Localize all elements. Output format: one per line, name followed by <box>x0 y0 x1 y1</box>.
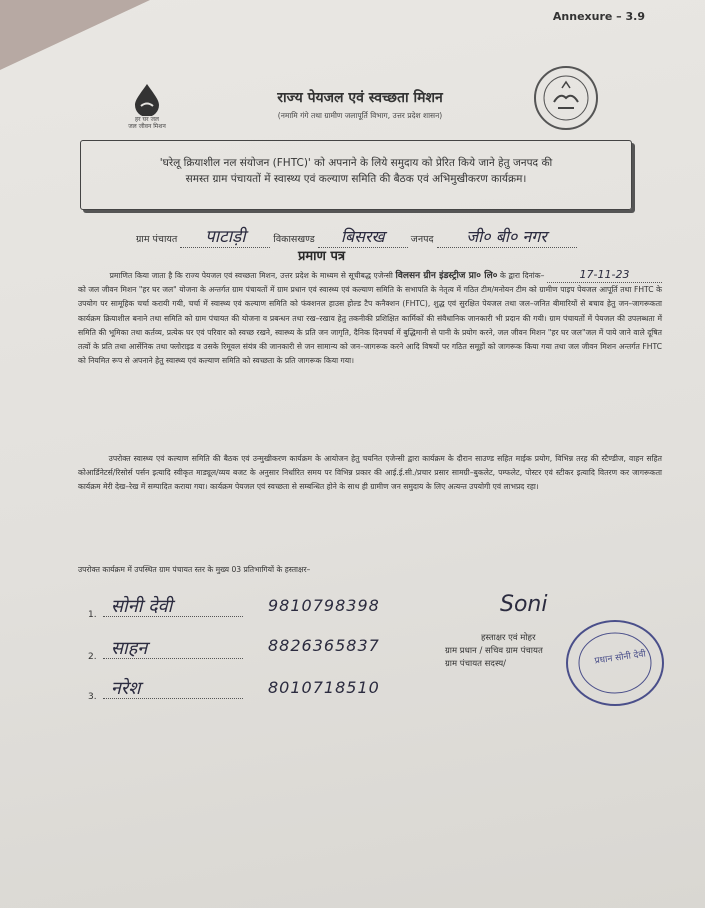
signatory-line-1: हस्ताक्षर एवं मोहर <box>481 633 536 643</box>
org-subtitle: (नमामि गंगे तथा ग्रामीण जलापूर्ति विभाग, उत्तर प्रदेश शासन) <box>277 111 443 120</box>
stamp-text: प्रधान सोनी देवी <box>593 649 647 667</box>
logo-caption-1: हर घर जल <box>135 116 159 123</box>
jal-jeevan-logo <box>118 82 176 130</box>
org-title: राज्य पेयजल एवं स्वच्छता मिशन <box>277 90 443 106</box>
agency-name: विलसन ग्रीन इंडस्ट्रीज प्रा० लि० <box>395 271 498 281</box>
district-value: जी० बी० नगर <box>437 225 577 248</box>
paragraph-1 <box>78 268 662 368</box>
participant-signature: सोनी देवी <box>110 596 173 617</box>
participant-signature: नरेश <box>110 678 141 699</box>
folded-corner <box>0 0 150 70</box>
participant-phone-2: 8826365837 <box>268 636 380 655</box>
location-row <box>136 224 577 248</box>
gram-panchayat-label: ग्राम पंचायत <box>136 234 178 245</box>
participant-phone-3: 8010718510 <box>268 678 380 697</box>
banner-line-1: 'घरेलू क्रियाशील नल संयोजन (FHTC)' को अपनाने के लिये समुदाय को प्रेरित किये जाने हेतु जनपद की <box>159 157 553 169</box>
org-title-block <box>225 88 495 121</box>
participant-phone-1: 9810798398 <box>268 596 380 615</box>
participant-row-3 <box>88 678 243 702</box>
para2-body: उपरोक्त स्वास्थ्य एवं कल्याण समिति की बैठक एवं उन्मुखीकरण कार्यक्रम के आयोजन हेतु चयनित एजेन्सी द्वारा कार्यक्रम के दौरान साउण्ड सहित माईक प्रयोग, विभिन्न तरह की स्टैण्डीज, वाहन सहित कोआर्डिनेटर्स/रिसोर्स पर्सन इत्यादि स्वीकृत माड्यूल/व्यय बजट के अनुसार निर्धारित समय पर विभिन्न प्रकार की आई.ई.सी./प्रचार प्रसार सामग्री–बुकलेट, पम्फलेट, पोस्टर एवं स्टीकर इत्यादि वितरण कर जागरूकता कार्यक्रम मेरी देख–रेख में सम्पादित कराया गया। कार्यक्रम पेयजल एवं स्वच्छता से सम्बन्धित होने के साथ ही ग्रामीण जन समुदाय के लिए अत्यन्त उपयोगी एवं लाभप्रद रहा। <box>78 454 663 492</box>
water-drop-icon <box>132 82 162 116</box>
para1-lead: प्रमाणित किया जाता है कि राज्य पेयजल एवं स्वच्छता मिशन, उत्तर प्रदेश के माध्यम से सूचीबद्ध एजेन्सी <box>109 271 393 280</box>
participants-intro: उपरोक्त कार्यक्रम में उपस्थित ग्राम पंचायत स्तर के मुख्य 03 प्रतिभागियों के हस्ताक्षर– <box>78 565 311 574</box>
seal-icon <box>532 64 600 132</box>
participant-signature: साहन <box>110 638 148 659</box>
annexure-label: Annexure – 3.9 <box>552 10 645 23</box>
gram-panchayat-value: पाटाड़ी <box>180 224 270 248</box>
participant-number: 2. <box>88 652 97 662</box>
signatory-line-2: ग्राम प्रधान / सचिव ग्राम पंचायत <box>445 646 543 656</box>
pradhan-signature: Soni <box>500 592 548 617</box>
up-government-emblem <box>532 64 600 136</box>
program-date: 17-11-23 <box>547 268 662 283</box>
participant-number: 1. <box>88 610 97 620</box>
participant-row-1 <box>88 596 243 620</box>
district-label: जनपद <box>410 234 434 245</box>
paragraph-2 <box>78 452 662 495</box>
participant-row-2 <box>88 638 243 662</box>
block-label: विकासखण्ड <box>273 234 315 245</box>
block-value: बिसरख <box>318 225 408 248</box>
certificate-heading: प्रमाण पत्र <box>298 249 346 264</box>
para1-body: को जल जीवन मिशन "हर घर जल" योजना के अन्तर्गत ग्राम पंचायतों में ग्राम प्रधान एवं स्वास्थ्य एवं कल्याण समिति के सभापति के नेतृत्व में गठित टीम/मनोयन टीम को ग्रामीण पाइप पेयजल आपूर्ति तथा FHTC के उपयोग पर सामूहिक चर्चा करायी गयी, चर्चा में स्वास्थ्य एवं कल्याण समिति को फंक्शनल हाउस होल्ड टैप कनैक्शन (FHTC), शुद्ध एवं सुरक्षित पेयजल तथा जल–जनित बीमारियों से बचाव हेतु जन–जागरूकता कार्यक्रम क्रियाशील बनाने तथा समिति को ग्राम पंचायत की योजना व प्रबन्धन तथा रख–रखाव हेतु तकनीकी प्रशिक्षित कार्मिकों की संवैधानिक जानकारी भी प्रदान की गयी। ग्राम पंचायतों में पेयजल की उपलब्धता में समिति की भूमिका तथा कर्तव्य, प्रत्येक घर एवं परिवार को स्वच्छ रखने, स्वास्थ्य के प्रति जन जागृति, दैनिक दिनचर्या में बुद्धिमानी से पानी के प्रयोग करने, जल जीवन मिशन "हर घर जल"जल में पाये जाने वाले दूषित तत्वों के प्रति तथा आर्सेनिक तथा फ्लोराइड व उसके रिमूवल संयंत्र की जानकारी से जन सामान्य को जन–जागरूक करने आदि विषयों पर गठित समूहों को जागरूक किया गया तथा जल जीवन मिशन अन्तर्गत FHTC को नियमित रूप से अपनाने हेतु स्वास्थ्य एवं कल्याण समिति को स्वच्छता के प्रति जागरूक किया गया। <box>78 285 662 366</box>
date-prefix: के द्वारा दिनांक– <box>500 271 545 280</box>
participant-number: 3. <box>88 692 97 702</box>
program-banner <box>80 140 632 210</box>
signatory-line-3: ग्राम पंचायत सदस्य/ <box>445 659 507 669</box>
logo-caption-2: जल जीवन मिशन <box>128 123 166 130</box>
banner-line-2: समस्त ग्राम पंचायतों में स्वास्थ्य एवं कल्याण समिति की बैठक एवं अभिमुखीकरण कार्यक्रम। <box>185 173 527 185</box>
signatory-block <box>445 632 543 671</box>
